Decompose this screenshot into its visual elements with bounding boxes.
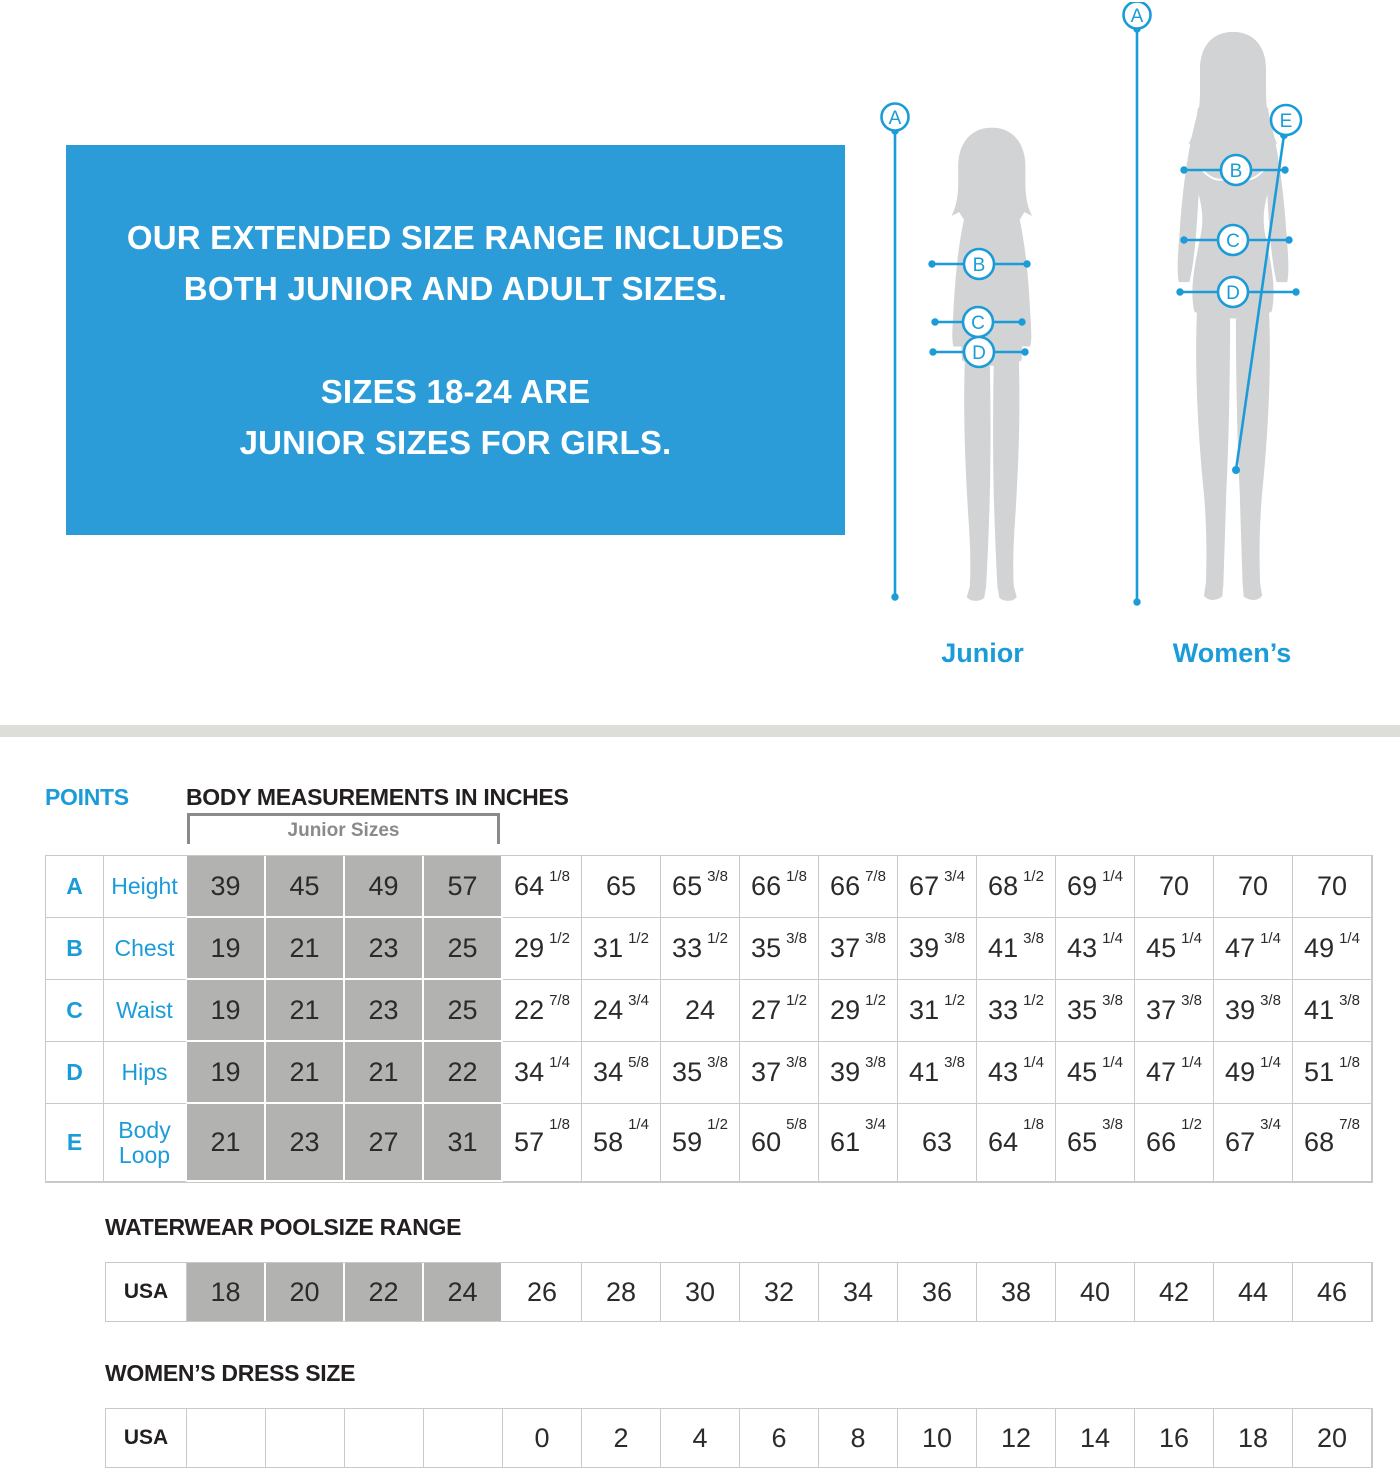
value-whole: 21 [289, 994, 320, 1025]
table-cell [582, 1263, 661, 1321]
value-whole: 25 [447, 932, 478, 963]
value-whole: 19 [210, 932, 241, 963]
value-fraction: 3/8 [1102, 992, 1123, 1009]
value-whole: 24 [684, 995, 716, 1025]
value-fraction: 1/4 [1102, 1054, 1123, 1071]
table-cell [424, 1104, 503, 1182]
poolsize-heading: WATERWEAR POOLSIZE RANGE [105, 1214, 462, 1240]
value-whole: 36 [921, 1276, 953, 1307]
table-cell [977, 856, 1056, 918]
row-label: Height [104, 856, 187, 918]
table-cell [266, 1042, 345, 1104]
value-whole: 29 [514, 933, 545, 963]
value-whole: 70 [1158, 871, 1190, 901]
table-cell [661, 918, 740, 980]
table-cell [1056, 918, 1135, 980]
value-fraction: 3/8 [1181, 992, 1202, 1009]
table-cell [819, 856, 898, 918]
value-whole: 49 [1225, 1057, 1256, 1087]
table-cell [1135, 1263, 1214, 1321]
table-cell [740, 980, 819, 1042]
value-whole: 47 [1225, 933, 1256, 963]
value-whole: 43 [1067, 933, 1098, 963]
dress-size-heading: WOMEN’S DRESS SIZE [105, 1360, 356, 1386]
value-fraction: 1/2 [628, 930, 649, 947]
value-whole: 37 [751, 1057, 782, 1087]
value-whole: 33 [988, 995, 1019, 1025]
value-whole: 38 [1000, 1276, 1032, 1307]
value-whole: 46 [1316, 1276, 1348, 1307]
value-whole: 49 [368, 870, 399, 901]
svg-text:C: C [971, 313, 985, 334]
table-cell [1135, 1104, 1214, 1182]
row-label: Body Loop [104, 1104, 187, 1182]
table-cell [266, 1263, 345, 1321]
table-cell [187, 918, 266, 980]
svg-text:D: D [972, 343, 986, 364]
row-label: Waist [104, 980, 187, 1042]
table-cell [898, 1042, 977, 1104]
value-whole: 39 [1225, 995, 1256, 1025]
value-whole: 28 [605, 1276, 637, 1307]
value-fraction: 1/4 [549, 1054, 570, 1071]
value-whole: 21 [210, 1126, 241, 1157]
value-whole: 22 [368, 1276, 399, 1307]
table-cell [819, 980, 898, 1042]
value-whole: 19 [210, 1056, 241, 1087]
value-whole: 21 [368, 1056, 399, 1087]
value-fraction: 3/4 [865, 1116, 886, 1133]
table-cell [1135, 1042, 1214, 1104]
table-cell [1135, 856, 1214, 918]
table-cell [977, 918, 1056, 980]
value-whole: 69 [1067, 871, 1098, 901]
value-whole: 35 [1067, 995, 1098, 1025]
table-cell [345, 1104, 424, 1182]
table-cell [503, 1042, 582, 1104]
table-cell [424, 856, 503, 918]
row-label: Chest [104, 918, 187, 980]
value-fraction: 1/4 [1260, 1054, 1281, 1071]
value-whole: 70 [1237, 871, 1269, 901]
table-cell [187, 1263, 266, 1321]
value-whole: 44 [1237, 1276, 1269, 1307]
table-cell [661, 1104, 740, 1182]
value-whole: 66 [830, 871, 861, 901]
table-cell [977, 1042, 1056, 1104]
body-measurements-heading: BODY MEASUREMENTS IN INCHES [186, 784, 569, 810]
value-whole: 65 [605, 871, 637, 901]
value-fraction: 3/8 [944, 930, 965, 947]
value-fraction: 1/2 [786, 992, 807, 1009]
value-whole: 24 [447, 1276, 478, 1307]
table-cell [266, 856, 345, 918]
table-cell [819, 1042, 898, 1104]
value-whole: 34 [593, 1057, 624, 1087]
svg-text:D: D [1226, 283, 1240, 304]
value-whole: 65 [1067, 1127, 1098, 1157]
value-fraction: 3/8 [1339, 992, 1360, 1009]
value-whole: 64 [988, 1127, 1019, 1157]
value-whole: 6 [771, 1422, 787, 1453]
table-cell [819, 1409, 898, 1467]
value-fraction: 1/4 [1339, 930, 1360, 947]
value-whole: 27 [368, 1126, 399, 1157]
point-letter: A [46, 856, 104, 918]
table-cell [977, 980, 1056, 1042]
point-letter: E [46, 1104, 104, 1182]
value-whole: 34 [514, 1057, 545, 1087]
value-whole: 37 [1146, 995, 1177, 1025]
table-cell [740, 1042, 819, 1104]
value-fraction: 3/4 [1260, 1116, 1281, 1133]
table-cell [503, 1104, 582, 1182]
table-cell [424, 1409, 503, 1467]
table-cell [187, 856, 266, 918]
table-cell [740, 918, 819, 980]
value-whole: 21 [289, 1056, 320, 1087]
table-cell [187, 1409, 266, 1467]
value-whole: 66 [1146, 1127, 1177, 1157]
value-fraction: 1/2 [1023, 992, 1044, 1009]
table-cell [898, 1409, 977, 1467]
point-letter: D [46, 1042, 104, 1104]
table-cell [1293, 1263, 1372, 1321]
table-cell [1214, 918, 1293, 980]
table-cell [503, 918, 582, 980]
value-fraction: 1/4 [628, 1116, 649, 1133]
dress-size-table [105, 1408, 1373, 1468]
table-cell [503, 856, 582, 918]
value-whole: 23 [368, 932, 399, 963]
table-cell [266, 980, 345, 1042]
value-whole: 57 [514, 1127, 545, 1157]
table-cell [582, 980, 661, 1042]
value-whole: 39 [909, 933, 940, 963]
table-cell [1214, 1104, 1293, 1182]
value-fraction: 1/2 [707, 1116, 728, 1133]
value-fraction: 3/8 [786, 1054, 807, 1071]
value-whole: 61 [830, 1127, 861, 1157]
value-whole: 49 [1304, 933, 1335, 963]
table-cell [1135, 918, 1214, 980]
junior-silhouette [951, 128, 1032, 601]
table-cell [1056, 1042, 1135, 1104]
value-whole: 64 [514, 871, 545, 901]
table-cell [582, 1042, 661, 1104]
table-cell [345, 1263, 424, 1321]
value-whole: 21 [289, 932, 320, 963]
value-fraction: 1/2 [1181, 1116, 1202, 1133]
table-cell [1056, 856, 1135, 918]
value-fraction: 1/8 [1023, 1116, 1044, 1133]
value-whole: 35 [672, 1057, 703, 1087]
value-whole: 25 [447, 994, 478, 1025]
table-cell [661, 856, 740, 918]
value-whole: 20 [1316, 1422, 1348, 1453]
table-cell [424, 1263, 503, 1321]
value-whole: 10 [921, 1422, 953, 1453]
value-whole: 12 [1000, 1422, 1032, 1453]
table-cell [740, 856, 819, 918]
value-fraction: 3/8 [865, 930, 886, 947]
table-cell [1293, 1409, 1372, 1467]
value-whole: 8 [850, 1422, 866, 1453]
value-whole: 58 [593, 1127, 624, 1157]
value-whole: 66 [751, 871, 782, 901]
value-fraction: 1/4 [1181, 930, 1202, 947]
table-cell [345, 980, 424, 1042]
junior-sizes-label: Junior Sizes [287, 820, 400, 841]
table-cell [1214, 1042, 1293, 1104]
value-fraction: 5/8 [628, 1054, 649, 1071]
value-fraction: 7/8 [1339, 1116, 1360, 1133]
value-whole: 34 [842, 1276, 874, 1307]
table-cell [345, 856, 424, 918]
value-whole: 18 [210, 1276, 241, 1307]
value-whole: 27 [751, 995, 782, 1025]
table-cell [898, 1263, 977, 1321]
value-whole: 14 [1079, 1422, 1111, 1453]
value-whole: 41 [988, 933, 1019, 963]
table-cell [977, 1263, 1056, 1321]
table-cell [1293, 918, 1372, 980]
section-divider [0, 725, 1400, 737]
table-cell [819, 918, 898, 980]
table-cell [582, 856, 661, 918]
table-cell [898, 980, 977, 1042]
womens-figure-diagram [1112, 2, 1352, 630]
value-fraction: 3/4 [944, 868, 965, 885]
value-whole: 22 [514, 995, 545, 1025]
table-cell [898, 1104, 977, 1182]
junior-figure-diagram [875, 100, 1090, 630]
svg-text:A: A [1130, 6, 1144, 27]
value-whole: 39 [210, 870, 241, 901]
table-cell [661, 980, 740, 1042]
value-whole: 45 [289, 870, 320, 901]
point-letter: B [46, 918, 104, 980]
table-cell [1293, 856, 1372, 918]
value-whole: 60 [751, 1127, 782, 1157]
value-whole: 70 [1316, 871, 1348, 901]
value-whole: 29 [830, 995, 861, 1025]
svg-text:B: B [972, 255, 986, 276]
table-cell [898, 856, 977, 918]
value-whole: 31 [447, 1126, 478, 1157]
value-whole: 23 [368, 994, 399, 1025]
table-cell [187, 980, 266, 1042]
svg-text:B: B [1229, 161, 1243, 182]
value-whole: 45 [1067, 1057, 1098, 1087]
value-whole: 57 [447, 870, 478, 901]
svg-text:E: E [1279, 111, 1293, 132]
value-fraction: 1/8 [549, 1116, 570, 1133]
table-cell [1214, 856, 1293, 918]
table-cell [503, 1409, 582, 1467]
value-whole: 67 [1225, 1127, 1256, 1157]
value-whole: 4 [692, 1422, 708, 1453]
value-whole: 47 [1146, 1057, 1177, 1087]
table-cell [1214, 1263, 1293, 1321]
svg-text:C: C [1226, 231, 1240, 252]
value-fraction: 1/4 [1023, 1054, 1044, 1071]
value-whole: 26 [526, 1276, 558, 1307]
table-cell [1293, 1042, 1372, 1104]
value-whole: 23 [289, 1126, 320, 1157]
value-whole: 31 [909, 995, 940, 1025]
table-cell [898, 918, 977, 980]
table-cell [819, 1263, 898, 1321]
value-fraction: 1/4 [1102, 930, 1123, 947]
value-fraction: 3/4 [628, 992, 649, 1009]
table-cell [266, 1104, 345, 1182]
value-fraction: 3/8 [944, 1054, 965, 1071]
value-whole: 20 [289, 1276, 320, 1307]
value-whole: 19 [210, 994, 241, 1025]
value-whole: 22 [447, 1056, 478, 1087]
value-whole: 68 [1304, 1127, 1335, 1157]
value-whole: 40 [1079, 1276, 1111, 1307]
table-cell [740, 1409, 819, 1467]
value-fraction: 1/4 [1181, 1054, 1202, 1071]
table-cell [1056, 980, 1135, 1042]
value-whole: 39 [830, 1057, 861, 1087]
value-fraction: 7/8 [865, 868, 886, 885]
value-fraction: 3/8 [786, 930, 807, 947]
value-whole: 2 [613, 1422, 629, 1453]
value-whole: 41 [909, 1057, 940, 1087]
table-cell [345, 918, 424, 980]
value-whole: 45 [1146, 933, 1177, 963]
extended-size-banner [66, 145, 845, 535]
value-fraction: 1/8 [1339, 1054, 1360, 1071]
table-cell [1293, 980, 1372, 1042]
table-cell [582, 1104, 661, 1182]
value-fraction: 1/2 [1023, 868, 1044, 885]
value-whole: 18 [1237, 1422, 1269, 1453]
value-whole: 51 [1304, 1057, 1335, 1087]
value-fraction: 1/2 [707, 930, 728, 947]
row-label: Hips [104, 1042, 187, 1104]
table-cell [1056, 1104, 1135, 1182]
table-cell [582, 918, 661, 980]
value-fraction: 3/8 [707, 1054, 728, 1071]
value-whole: 37 [830, 933, 861, 963]
table-cell [1293, 1104, 1372, 1182]
point-letter: C [46, 980, 104, 1042]
table-cell [187, 1104, 266, 1182]
value-whole: 42 [1158, 1276, 1190, 1307]
value-whole: 67 [909, 871, 940, 901]
value-whole: 0 [534, 1422, 550, 1453]
table-cell [503, 980, 582, 1042]
table-cell [1056, 1263, 1135, 1321]
value-whole: 63 [921, 1127, 953, 1157]
value-whole: 68 [988, 871, 1019, 901]
banner-text: BOTH JUNIOR AND ADULT SIZES. [183, 270, 728, 307]
value-fraction: 1/4 [1260, 930, 1281, 947]
value-fraction: 3/8 [707, 868, 728, 885]
value-whole: 59 [672, 1127, 703, 1157]
value-fraction: 1/8 [549, 868, 570, 885]
womens-figure-label: Women’s [1172, 638, 1292, 668]
table-cell [424, 918, 503, 980]
table-cell [977, 1104, 1056, 1182]
value-fraction: 3/8 [1260, 992, 1281, 1009]
table-cell [424, 1042, 503, 1104]
value-whole: 31 [593, 933, 624, 963]
row-label: USA [106, 1409, 187, 1467]
value-fraction: 1/2 [549, 930, 570, 947]
table-cell [740, 1104, 819, 1182]
value-whole: 33 [672, 933, 703, 963]
value-fraction: 1/2 [865, 992, 886, 1009]
svg-text:A: A [888, 108, 902, 129]
value-whole: 65 [672, 871, 703, 901]
points-heading: POINTS [45, 784, 129, 810]
value-fraction: 3/8 [1102, 1116, 1123, 1133]
table-cell [503, 1263, 582, 1321]
table-cell [424, 980, 503, 1042]
table-cell [1214, 980, 1293, 1042]
junior-figure-label: Junior [941, 638, 1024, 668]
value-whole: 41 [1304, 995, 1335, 1025]
table-cell [819, 1104, 898, 1182]
table-cell [1214, 1409, 1293, 1467]
table-cell [266, 918, 345, 980]
value-whole: 16 [1158, 1422, 1190, 1453]
value-fraction: 1/4 [1102, 868, 1123, 885]
table-cell [582, 1409, 661, 1467]
value-whole: 24 [593, 995, 624, 1025]
table-cell [661, 1042, 740, 1104]
table-cell [266, 1409, 345, 1467]
table-cell [1135, 1409, 1214, 1467]
table-cell [661, 1263, 740, 1321]
value-whole: 30 [684, 1276, 716, 1307]
table-cell [661, 1409, 740, 1467]
value-whole: 35 [751, 933, 782, 963]
banner-text: OUR EXTENDED SIZE RANGE INCLUDES [126, 219, 785, 256]
body-measurements-table [45, 855, 1373, 1183]
table-cell [1056, 1409, 1135, 1467]
table-cell [977, 1409, 1056, 1467]
value-fraction: 3/8 [865, 1054, 886, 1071]
table-cell [345, 1409, 424, 1467]
value-fraction: 1/2 [944, 992, 965, 1009]
poolsize-table [105, 1262, 1373, 1322]
junior-sizes-bracket [187, 813, 500, 844]
table-cell [740, 1263, 819, 1321]
banner-text: JUNIOR SIZES FOR GIRLS. [239, 424, 672, 461]
value-fraction: 1/8 [786, 868, 807, 885]
value-whole: 32 [763, 1276, 795, 1307]
row-label: USA [106, 1263, 187, 1321]
table-cell [187, 1042, 266, 1104]
value-fraction: 5/8 [786, 1116, 807, 1133]
banner-text: SIZES 18-24 ARE [320, 373, 591, 410]
table-cell [1135, 980, 1214, 1042]
value-fraction: 3/8 [1023, 930, 1044, 947]
value-whole: 43 [988, 1057, 1019, 1087]
table-cell [345, 1042, 424, 1104]
value-fraction: 7/8 [549, 992, 570, 1009]
